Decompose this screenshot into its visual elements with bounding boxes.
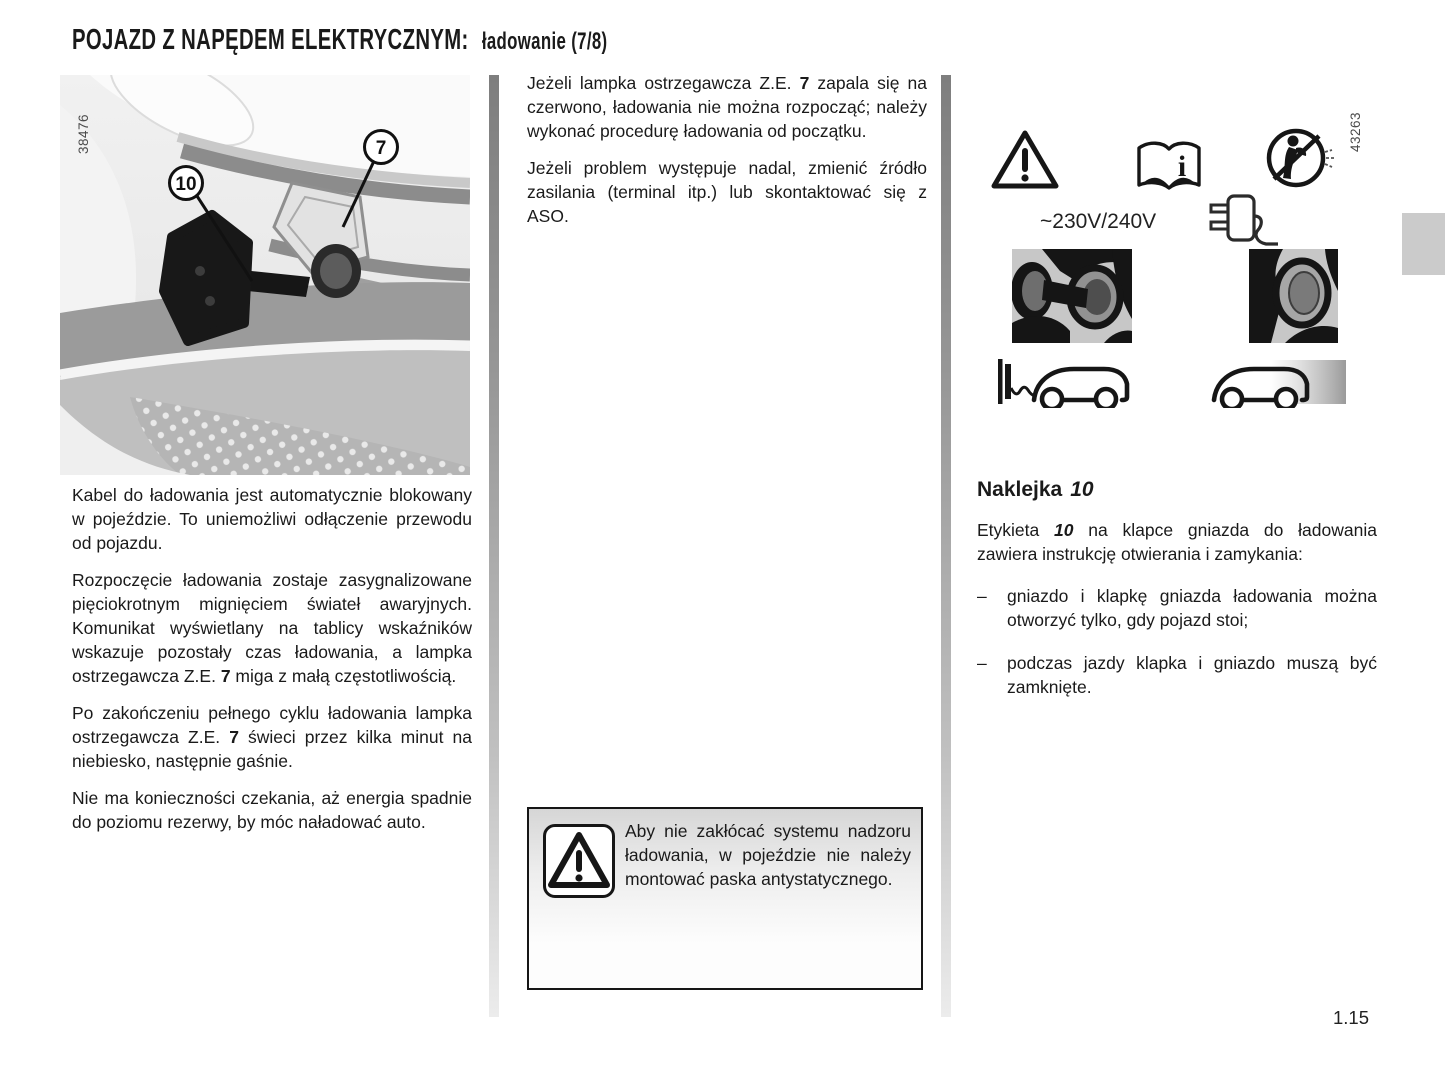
warning-box bbox=[527, 807, 923, 990]
svg-text:i: i bbox=[1177, 150, 1187, 183]
page-title bbox=[72, 20, 608, 57]
title-main: POJAZD Z NAPĘDEM ELEKTRYCZNYM: bbox=[72, 24, 469, 56]
title-subtitle: ładowanie (7/8) bbox=[481, 28, 608, 55]
column-divider-left bbox=[489, 75, 499, 1017]
column-divider-right bbox=[941, 75, 951, 1017]
sticker-section bbox=[977, 478, 1377, 718]
paragraph: Po zakończeniu pełnego cyklu ładowania lampka ostrzegawcza Z.E. 7 świeci przez kilka minut na niebiesko, następnie gaśnie. bbox=[72, 703, 472, 771]
pictogram-car-charging bbox=[994, 354, 1138, 408]
left-column-text bbox=[72, 483, 472, 847]
plug-icon bbox=[1206, 192, 1280, 250]
paragraph: Jeżeli lampka ostrzegawcza Z.E. 7 zapala się na czerwono, ładowania nie można rozpocząć; należy wykonać procedurę ładowania od początku. bbox=[527, 73, 927, 141]
bullet-dash: – bbox=[977, 586, 987, 606]
voltage-label: ~230V/240V bbox=[1040, 210, 1157, 233]
handbook-icon bbox=[1136, 140, 1202, 194]
warning-triangle-icon bbox=[543, 824, 615, 898]
list-item: – gniazdo i klapkę gniazda ładowania można otworzyć tylko, gdy pojazd stoi; bbox=[977, 586, 1377, 630]
car-front-illustration bbox=[60, 75, 470, 475]
sticker-intro: Etykieta 10 na klapce gniazda do ładowania zawiera instrukcję otwierania i zamykania: bbox=[977, 520, 1377, 564]
chapter-tab bbox=[1402, 213, 1445, 275]
callout-10-label: 10 bbox=[175, 174, 197, 195]
warning-text: Aby nie zakłócać systemu nadzoru ładowania, w pojeździe nie należy montować paska antystatycznego. bbox=[625, 821, 911, 889]
middle-column-text bbox=[527, 71, 927, 241]
warning-triangle-icon bbox=[990, 128, 1060, 192]
photo-socket-unplugged bbox=[1249, 249, 1338, 343]
pictogram-car-driving bbox=[1208, 354, 1348, 408]
page-number: 1.15 bbox=[1333, 1007, 1370, 1028]
sticker-heading: Naklejka 10 bbox=[977, 478, 1094, 501]
callout-7-label: 7 bbox=[375, 138, 387, 159]
photo-socket-plugged bbox=[1012, 249, 1132, 343]
paragraph: Kabel do ładowania jest automatycznie blokowany w pojeździe. To uniemożliwi odłączenie przewodu od pojazdu. bbox=[72, 485, 472, 553]
paragraph: Jeżeli problem występuje nadal, zmienić źródło zasilania (terminal itp.) lub skontaktować się z ASO. bbox=[527, 158, 927, 226]
sticker-heading-number: 10 bbox=[1070, 478, 1094, 501]
bullet-dash: – bbox=[977, 653, 987, 673]
figure-ref-right: 43263 bbox=[1348, 111, 1363, 152]
paragraph: Rozpoczęcie ładowania zostaje zasygnalizowane pięciokrotnym mignięciem świateł awaryjnych. Komunikat wyświetlany na tablicy wskaźników wskazuje pozostały czas ładowania, a lampka ostrzegawcza Z.E. 7 miga z małą częstotliwością. bbox=[72, 570, 472, 686]
figure-ref-left: 38476 bbox=[76, 113, 91, 154]
no-pressure-wash-icon bbox=[1262, 126, 1336, 192]
list-item: – podczas jazdy klapka i gniazdo muszą być zamknięte. bbox=[977, 653, 1377, 697]
figure-car-front bbox=[60, 75, 470, 475]
paragraph: Nie ma konieczności czekania, aż energia spadnie do poziomu rezerwy, by móc naładować auto. bbox=[72, 788, 472, 832]
